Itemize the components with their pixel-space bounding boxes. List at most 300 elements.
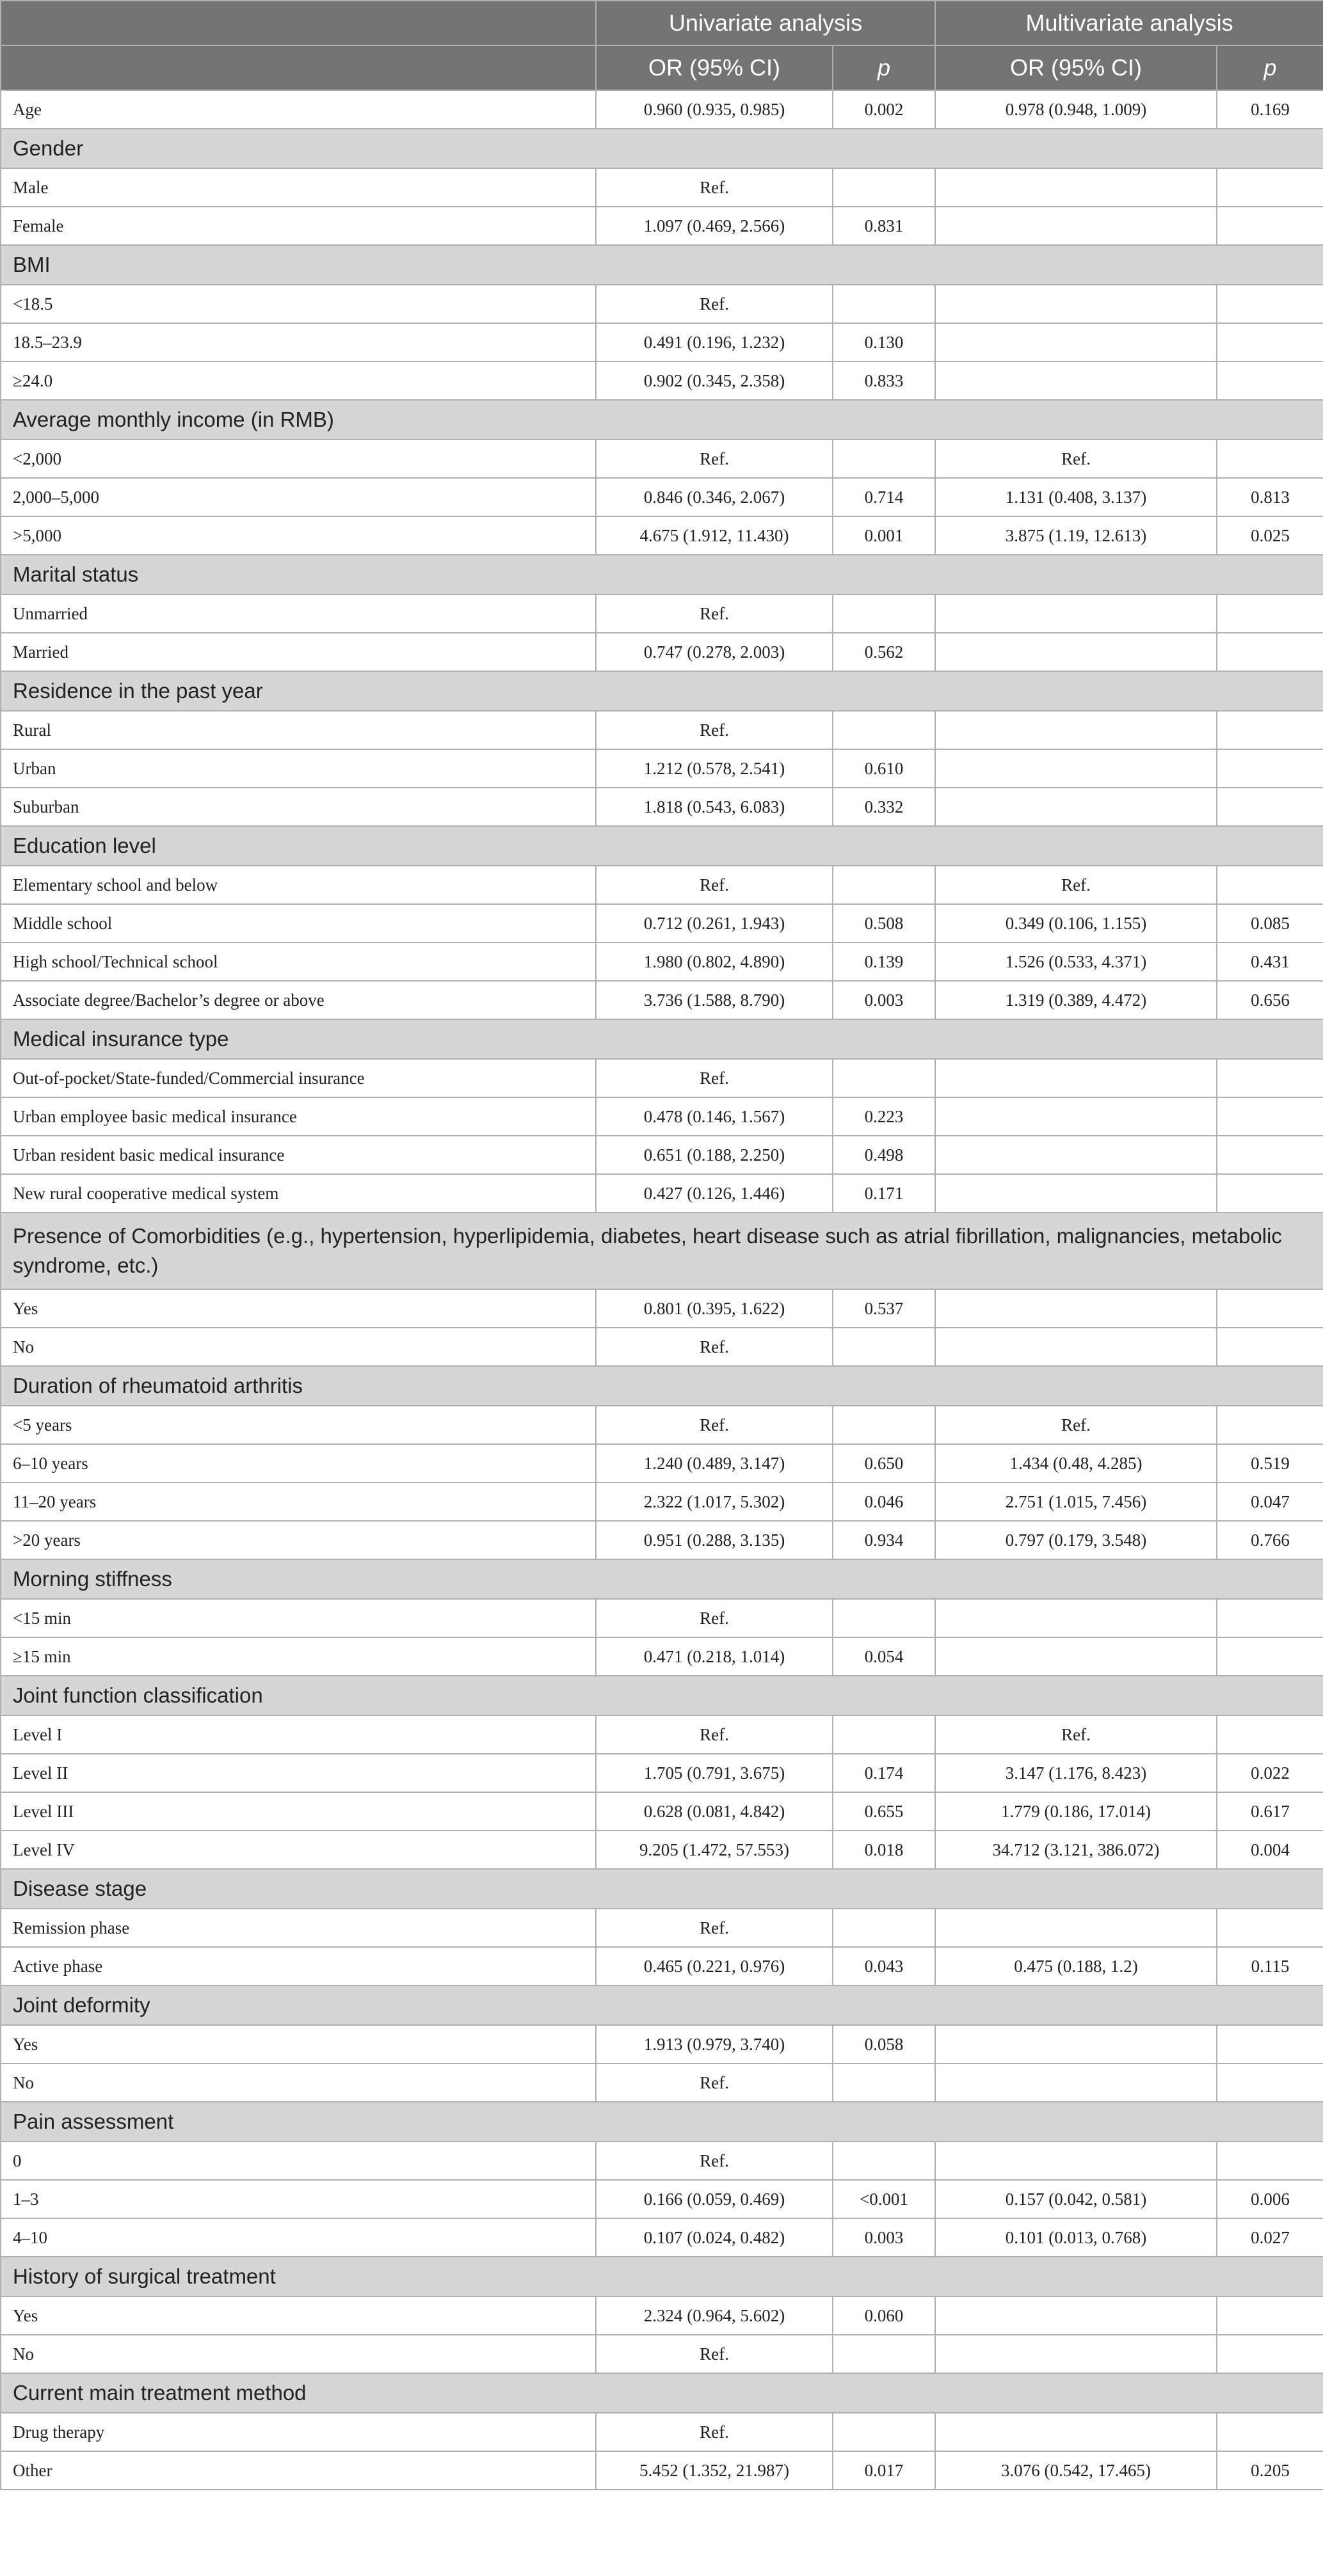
or-univariate-cell: 0.951 (0.288, 3.135): [596, 1521, 833, 1559]
section-header-row: [1, 400, 1323, 440]
or-multivariate-cell: 0.797 (0.179, 3.548): [935, 1521, 1217, 1559]
table-row: [1, 2296, 1323, 2335]
or-univariate-cell: 1.240 (0.489, 3.147): [596, 1444, 833, 1483]
p-univariate-cell: 0.060: [833, 2296, 935, 2335]
p-univariate-cell: [833, 2335, 935, 2373]
p-multivariate-cell: [1217, 1097, 1323, 1136]
section-header-row: [1, 1985, 1323, 2025]
p-univariate-cell: [833, 1328, 935, 1366]
table-row: [1, 2063, 1323, 2102]
p-multivariate-cell: [1217, 207, 1323, 245]
or-univariate-cell: 0.902 (0.345, 2.358): [596, 362, 833, 400]
table-row: [1, 1909, 1323, 1947]
header-corner-cell: [1, 45, 596, 90]
row-label: Yes: [1, 2025, 596, 2063]
or-multivariate-cell: 1.434 (0.48, 4.285): [935, 1444, 1217, 1483]
row-label: Urban employee basic medical insurance: [1, 1097, 596, 1136]
table-row: [1, 1059, 1323, 1097]
row-label: 4–10: [1, 2218, 596, 2257]
p-multivariate-cell: [1217, 1136, 1323, 1174]
or-univariate-cell: Ref.: [596, 285, 833, 323]
p-multivariate-cell: [1217, 633, 1323, 671]
or-multivariate-cell: [935, 2142, 1217, 2180]
or-univariate-cell: Ref.: [596, 440, 833, 478]
table-row: [1, 90, 1323, 129]
p-univariate-cell: 0.537: [833, 1289, 935, 1328]
table-row: [1, 2335, 1323, 2373]
or-multivariate-cell: 1.319 (0.389, 4.472): [935, 981, 1217, 1019]
or-univariate-cell: 9.205 (1.472, 57.553): [596, 1831, 833, 1869]
or-univariate-cell: 5.452 (1.352, 21.987): [596, 2451, 833, 2490]
p-multivariate-cell: [1217, 2025, 1323, 2063]
or-multivariate-cell: 3.875 (1.19, 12.613): [935, 516, 1217, 555]
p-multivariate-cell: 0.766: [1217, 1521, 1323, 1559]
table-row: [1, 711, 1323, 749]
section-header-row: [1, 555, 1323, 594]
p-univariate-cell: 0.002: [833, 90, 935, 129]
p-univariate-cell: [833, 1406, 935, 1444]
row-label: High school/Technical school: [1, 942, 596, 981]
or-multivariate-cell: [935, 594, 1217, 633]
or-univariate-cell: 0.427 (0.126, 1.446): [596, 1174, 833, 1212]
row-label: Suburban: [1, 788, 596, 826]
row-label: Male: [1, 168, 596, 207]
p-multivariate-cell: [1217, 440, 1323, 478]
section-label: Morning stiffness: [1, 1559, 1323, 1599]
p-multivariate-cell: [1217, 362, 1323, 400]
table-row: [1, 2218, 1323, 2257]
section-label: Marital status: [1, 555, 1323, 594]
table-row: [1, 516, 1323, 555]
row-label: 1–3: [1, 2180, 596, 2218]
p-univariate-cell: 0.655: [833, 1792, 935, 1831]
row-label: <18.5: [1, 285, 596, 323]
table-row: [1, 478, 1323, 516]
table-row: [1, 2142, 1323, 2180]
or-multivariate-cell: Ref.: [935, 866, 1217, 904]
p-univariate-cell: [833, 866, 935, 904]
p-univariate-cell: 0.046: [833, 1483, 935, 1521]
section-label: Residence in the past year: [1, 671, 1323, 711]
table-header: [1, 1, 1323, 90]
header-or-univariate: OR (95% CI): [596, 45, 833, 90]
or-univariate-cell: 0.712 (0.261, 1.943): [596, 904, 833, 942]
or-univariate-cell: 0.478 (0.146, 1.567): [596, 1097, 833, 1136]
or-multivariate-cell: [935, 1328, 1217, 1366]
p-multivariate-cell: 0.006: [1217, 2180, 1323, 2218]
or-multivariate-cell: 3.147 (1.176, 8.423): [935, 1754, 1217, 1792]
header-multivariate: Multivariate analysis: [935, 1, 1323, 45]
p-univariate-cell: 0.508: [833, 904, 935, 942]
p-univariate-cell: 0.043: [833, 1947, 935, 1985]
or-multivariate-cell: [935, 2413, 1217, 2451]
table-body: [1, 90, 1323, 2490]
or-univariate-cell: 2.324 (0.964, 5.602): [596, 2296, 833, 2335]
p-univariate-cell: 0.833: [833, 362, 935, 400]
row-label: ≥15 min: [1, 1637, 596, 1676]
row-label: Remission phase: [1, 1909, 596, 1947]
row-label: 6–10 years: [1, 1444, 596, 1483]
p-multivariate-cell: [1217, 866, 1323, 904]
table-row: [1, 362, 1323, 400]
p-multivariate-cell: [1217, 2413, 1323, 2451]
row-label: ≥24.0: [1, 362, 596, 400]
p-univariate-cell: [833, 2413, 935, 2451]
or-multivariate-cell: [935, 749, 1217, 788]
table-row: [1, 2451, 1323, 2490]
section-header-row: [1, 1559, 1323, 1599]
p-univariate-cell: [833, 711, 935, 749]
table-row: [1, 1792, 1323, 1831]
table-row: [1, 866, 1323, 904]
header-p-univariate: p: [833, 45, 935, 90]
p-multivariate-cell: [1217, 2335, 1323, 2373]
p-multivariate-cell: 0.025: [1217, 516, 1323, 555]
p-univariate-cell: [833, 594, 935, 633]
or-univariate-cell: 0.801 (0.395, 1.622): [596, 1289, 833, 1328]
or-multivariate-cell: [935, 2063, 1217, 2102]
table-row: [1, 168, 1323, 207]
p-univariate-cell: [833, 168, 935, 207]
table-row: [1, 1754, 1323, 1792]
or-univariate-cell: 2.322 (1.017, 5.302): [596, 1483, 833, 1521]
section-label: Presence of Comorbidities (e.g., hypertension, hyperlipidemia, diabetes, heart disease such as atrial fibrillation, malignancies, metabolic syndrome, etc.): [1, 1212, 1323, 1289]
row-label: Urban: [1, 749, 596, 788]
or-univariate-cell: 1.212 (0.578, 2.541): [596, 749, 833, 788]
or-multivariate-cell: 0.349 (0.106, 1.155): [935, 904, 1217, 942]
or-multivariate-cell: 0.157 (0.042, 0.581): [935, 2180, 1217, 2218]
section-label: Joint function classification: [1, 1676, 1323, 1715]
p-multivariate-cell: [1217, 323, 1323, 362]
section-header-row: [1, 2102, 1323, 2142]
row-label: Level IV: [1, 1831, 596, 1869]
or-multivariate-cell: [935, 1599, 1217, 1637]
p-univariate-cell: 0.831: [833, 207, 935, 245]
p-multivariate-cell: [1217, 594, 1323, 633]
or-univariate-cell: 0.846 (0.346, 2.067): [596, 478, 833, 516]
row-label: Other: [1, 2451, 596, 2490]
row-label: <2,000: [1, 440, 596, 478]
table-row: [1, 904, 1323, 942]
p-univariate-cell: 0.610: [833, 749, 935, 788]
section-label: Duration of rheumatoid arthritis: [1, 1366, 1323, 1406]
section-label: Pain assessment: [1, 2102, 1323, 2142]
or-multivariate-cell: 0.475 (0.188, 1.2): [935, 1947, 1217, 1985]
table-row: [1, 2025, 1323, 2063]
p-multivariate-cell: [1217, 168, 1323, 207]
section-label: Current main treatment method: [1, 2373, 1323, 2413]
or-univariate-cell: Ref.: [596, 2063, 833, 2102]
or-univariate-cell: Ref.: [596, 1715, 833, 1754]
or-univariate-cell: Ref.: [596, 2413, 833, 2451]
row-label: Yes: [1, 1289, 596, 1328]
or-univariate-cell: Ref.: [596, 1406, 833, 1444]
p-univariate-cell: 0.054: [833, 1637, 935, 1676]
table-row: [1, 1637, 1323, 1676]
or-univariate-cell: 3.736 (1.588, 8.790): [596, 981, 833, 1019]
or-multivariate-cell: 2.751 (1.015, 7.456): [935, 1483, 1217, 1521]
or-multivariate-cell: [935, 788, 1217, 826]
or-multivariate-cell: Ref.: [935, 1406, 1217, 1444]
p-multivariate-cell: [1217, 711, 1323, 749]
or-univariate-cell: Ref.: [596, 1328, 833, 1366]
section-label: Disease stage: [1, 1869, 1323, 1909]
or-multivariate-cell: [935, 2296, 1217, 2335]
row-label: Married: [1, 633, 596, 671]
header-or-multivariate: OR (95% CI): [935, 45, 1217, 90]
or-univariate-cell: 1.097 (0.469, 2.566): [596, 207, 833, 245]
p-multivariate-cell: [1217, 1599, 1323, 1637]
p-univariate-cell: 0.058: [833, 2025, 935, 2063]
p-univariate-cell: [833, 1909, 935, 1947]
p-univariate-cell: 0.139: [833, 942, 935, 981]
row-label: Level III: [1, 1792, 596, 1831]
or-multivariate-cell: [935, 207, 1217, 245]
p-multivariate-cell: 0.205: [1217, 2451, 1323, 2490]
row-label: Elementary school and below: [1, 866, 596, 904]
row-label: 2,000–5,000: [1, 478, 596, 516]
table-row: [1, 1406, 1323, 1444]
p-multivariate-cell: 0.022: [1217, 1754, 1323, 1792]
row-label: Urban resident basic medical insurance: [1, 1136, 596, 1174]
or-multivariate-cell: [935, 285, 1217, 323]
section-header-row: [1, 826, 1323, 866]
p-univariate-cell: <0.001: [833, 2180, 935, 2218]
row-label: Rural: [1, 711, 596, 749]
table-row: [1, 285, 1323, 323]
or-univariate-cell: Ref.: [596, 1059, 833, 1097]
p-univariate-cell: 0.332: [833, 788, 935, 826]
table-row: [1, 788, 1323, 826]
table-row: [1, 1715, 1323, 1754]
or-univariate-cell: Ref.: [596, 711, 833, 749]
or-univariate-cell: Ref.: [596, 168, 833, 207]
table-row: [1, 942, 1323, 981]
header-row-columns: [1, 45, 1323, 90]
p-multivariate-cell: 0.656: [1217, 981, 1323, 1019]
section-header-row: [1, 1366, 1323, 1406]
p-multivariate-cell: [1217, 1289, 1323, 1328]
p-multivariate-cell: [1217, 749, 1323, 788]
or-multivariate-cell: 0.978 (0.948, 1.009): [935, 90, 1217, 129]
p-univariate-cell: 0.018: [833, 1831, 935, 1869]
row-label: Middle school: [1, 904, 596, 942]
or-multivariate-cell: [935, 711, 1217, 749]
row-label: No: [1, 2335, 596, 2373]
header-corner-cell: [1, 1, 596, 45]
or-univariate-cell: 1.913 (0.979, 3.740): [596, 2025, 833, 2063]
row-label: 0: [1, 2142, 596, 2180]
p-multivariate-cell: [1217, 1059, 1323, 1097]
p-univariate-cell: 0.003: [833, 2218, 935, 2257]
p-multivariate-cell: [1217, 1637, 1323, 1676]
section-label: Joint deformity: [1, 1985, 1323, 2025]
p-multivariate-cell: 0.085: [1217, 904, 1323, 942]
p-univariate-cell: 0.017: [833, 2451, 935, 2490]
or-multivariate-cell: 1.526 (0.533, 4.371): [935, 942, 1217, 981]
table-row: [1, 1174, 1323, 1212]
p-multivariate-cell: [1217, 1406, 1323, 1444]
p-univariate-cell: 0.650: [833, 1444, 935, 1483]
table-row: [1, 749, 1323, 788]
section-label: Average monthly income (in RMB): [1, 400, 1323, 440]
table-row: [1, 981, 1323, 1019]
or-multivariate-cell: Ref.: [935, 1715, 1217, 1754]
row-label: 11–20 years: [1, 1483, 596, 1521]
table-row: [1, 633, 1323, 671]
row-label: Associate degree/Bachelor’s degree or above: [1, 981, 596, 1019]
row-label: Female: [1, 207, 596, 245]
row-label: Drug therapy: [1, 2413, 596, 2451]
p-univariate-cell: 0.714: [833, 478, 935, 516]
table-row: [1, 1444, 1323, 1483]
or-univariate-cell: 0.471 (0.218, 1.014): [596, 1637, 833, 1676]
p-multivariate-cell: 0.047: [1217, 1483, 1323, 1521]
or-univariate-cell: Ref.: [596, 1909, 833, 1947]
or-multivariate-cell: 1.779 (0.186, 17.014): [935, 1792, 1217, 1831]
p-univariate-cell: [833, 285, 935, 323]
or-multivariate-cell: [935, 2335, 1217, 2373]
or-multivariate-cell: [935, 168, 1217, 207]
or-multivariate-cell: 0.101 (0.013, 0.768): [935, 2218, 1217, 2257]
row-label: Yes: [1, 2296, 596, 2335]
p-multivariate-cell: 0.115: [1217, 1947, 1323, 1985]
or-univariate-cell: 0.107 (0.024, 0.482): [596, 2218, 833, 2257]
p-multivariate-cell: [1217, 1715, 1323, 1754]
row-label: 18.5–23.9: [1, 323, 596, 362]
or-univariate-cell: 0.491 (0.196, 1.232): [596, 323, 833, 362]
or-univariate-cell: 4.675 (1.912, 11.430): [596, 516, 833, 555]
row-label: Unmarried: [1, 594, 596, 633]
p-multivariate-cell: 0.431: [1217, 942, 1323, 981]
table-row: [1, 323, 1323, 362]
row-label: Level I: [1, 1715, 596, 1754]
table-row: [1, 1097, 1323, 1136]
row-label: <5 years: [1, 1406, 596, 1444]
or-multivariate-cell: [935, 1909, 1217, 1947]
p-univariate-cell: 0.223: [833, 1097, 935, 1136]
p-multivariate-cell: 0.169: [1217, 90, 1323, 129]
table-row: [1, 1599, 1323, 1637]
section-header-row: [1, 1212, 1323, 1289]
or-multivariate-cell: [935, 1289, 1217, 1328]
table-row: [1, 594, 1323, 633]
p-multivariate-cell: [1217, 1909, 1323, 1947]
table-row: [1, 1328, 1323, 1366]
table-row: [1, 1136, 1323, 1174]
or-univariate-cell: 1.980 (0.802, 4.890): [596, 942, 833, 981]
or-univariate-cell: Ref.: [596, 2335, 833, 2373]
or-univariate-cell: Ref.: [596, 1599, 833, 1637]
header-univariate: Univariate analysis: [596, 1, 935, 45]
p-univariate-cell: 0.498: [833, 1136, 935, 1174]
or-univariate-cell: Ref.: [596, 2142, 833, 2180]
or-univariate-cell: Ref.: [596, 594, 833, 633]
p-univariate-cell: [833, 440, 935, 478]
p-univariate-cell: [833, 2063, 935, 2102]
or-univariate-cell: 0.166 (0.059, 0.469): [596, 2180, 833, 2218]
or-univariate-cell: Ref.: [596, 866, 833, 904]
table-row: [1, 440, 1323, 478]
p-multivariate-cell: 0.813: [1217, 478, 1323, 516]
section-label: History of surgical treatment: [1, 2257, 1323, 2296]
or-univariate-cell: 0.465 (0.221, 0.976): [596, 1947, 833, 1985]
p-multivariate-cell: [1217, 2296, 1323, 2335]
row-label: <15 min: [1, 1599, 596, 1637]
table-row: [1, 1521, 1323, 1559]
or-univariate-cell: 0.747 (0.278, 2.003): [596, 633, 833, 671]
p-univariate-cell: [833, 1059, 935, 1097]
p-univariate-cell: [833, 1715, 935, 1754]
or-multivariate-cell: Ref.: [935, 440, 1217, 478]
p-multivariate-cell: 0.004: [1217, 1831, 1323, 1869]
or-univariate-cell: 0.960 (0.935, 0.985): [596, 90, 833, 129]
table-row: [1, 1947, 1323, 1985]
p-univariate-cell: 0.174: [833, 1754, 935, 1792]
or-multivariate-cell: [935, 1174, 1217, 1212]
or-multivariate-cell: [935, 1136, 1217, 1174]
row-label: No: [1, 2063, 596, 2102]
p-univariate-cell: 0.562: [833, 633, 935, 671]
or-univariate-cell: 1.818 (0.543, 6.083): [596, 788, 833, 826]
table-row: [1, 207, 1323, 245]
section-header-row: [1, 245, 1323, 285]
section-header-row: [1, 2373, 1323, 2413]
table-row: [1, 1831, 1323, 1869]
section-header-row: [1, 2257, 1323, 2296]
or-multivariate-cell: [935, 1637, 1217, 1676]
p-multivariate-cell: 0.519: [1217, 1444, 1323, 1483]
section-header-row: [1, 671, 1323, 711]
table-row: [1, 1483, 1323, 1521]
row-label: >5,000: [1, 516, 596, 555]
or-multivariate-cell: [935, 362, 1217, 400]
table-row: [1, 2180, 1323, 2218]
p-univariate-cell: 0.003: [833, 981, 935, 1019]
header-row-groups: [1, 1, 1323, 45]
row-label: Active phase: [1, 1947, 596, 1985]
row-label: Level II: [1, 1754, 596, 1792]
section-header-row: [1, 129, 1323, 168]
row-label: Out-of-pocket/State-funded/Commercial insurance: [1, 1059, 596, 1097]
or-univariate-cell: 0.651 (0.188, 2.250): [596, 1136, 833, 1174]
section-label: Education level: [1, 826, 1323, 866]
p-multivariate-cell: 0.617: [1217, 1792, 1323, 1831]
section-header-row: [1, 1019, 1323, 1059]
row-label: >20 years: [1, 1521, 596, 1559]
section-header-row: [1, 1869, 1323, 1909]
p-univariate-cell: [833, 2142, 935, 2180]
or-multivariate-cell: 1.131 (0.408, 3.137): [935, 478, 1217, 516]
section-header-row: [1, 1676, 1323, 1715]
row-label: Age: [1, 90, 596, 129]
p-multivariate-cell: [1217, 285, 1323, 323]
table-row: [1, 1289, 1323, 1328]
p-multivariate-cell: [1217, 1174, 1323, 1212]
p-multivariate-cell: [1217, 788, 1323, 826]
section-label: Medical insurance type: [1, 1019, 1323, 1059]
section-label: BMI: [1, 245, 1323, 285]
or-multivariate-cell: 3.076 (0.542, 17.465): [935, 2451, 1217, 2490]
p-univariate-cell: 0.934: [833, 1521, 935, 1559]
p-univariate-cell: 0.130: [833, 323, 935, 362]
p-univariate-cell: [833, 1599, 935, 1637]
row-label: New rural cooperative medical system: [1, 1174, 596, 1212]
p-multivariate-cell: [1217, 2063, 1323, 2102]
or-univariate-cell: 1.705 (0.791, 3.675): [596, 1754, 833, 1792]
header-p-multivariate: p: [1217, 45, 1323, 90]
or-multivariate-cell: 34.712 (3.121, 386.072): [935, 1831, 1217, 1869]
